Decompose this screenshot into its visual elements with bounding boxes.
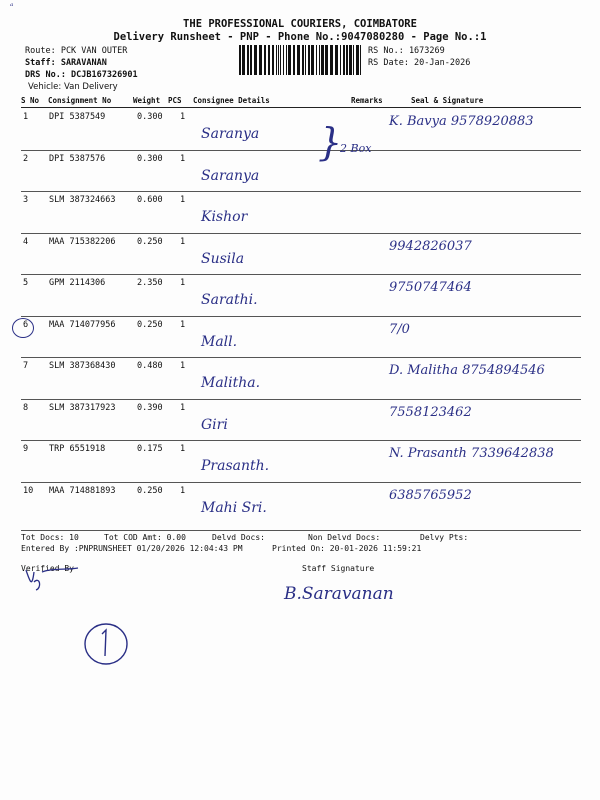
barcode-bar [349,45,352,75]
sno-cell: 1 [23,112,29,122]
row-divider [21,357,581,358]
tot-docs: Tot Docs: 10 [21,533,79,542]
handwritten-circle [82,620,132,670]
staff-signature-label: Staff Signature [302,564,375,573]
consignee-signature: Prasanth. [201,458,270,474]
seal-signature: 9750747464 [389,280,472,295]
weight-cell: 0.300 [137,112,163,122]
barcode-bar [335,45,338,75]
barcode-bar [302,45,304,75]
footer-divider [21,530,581,531]
barcode-bar [278,45,279,75]
staff-signature: B.Saravanan [284,584,394,604]
barcode-bar [286,45,287,75]
sno-cell: 10 [23,485,34,496]
barcode-bar [360,45,361,75]
delvy-pts: Delvy Pts: [420,533,469,542]
consignment-cell: DPI 5387549 [49,112,106,122]
seal-signature: 7558123462 [389,404,472,420]
sno-cell: 8 [23,402,29,413]
row-divider [21,191,581,192]
pcs-cell: 1 [180,112,186,122]
weight-cell: 0.250 [137,485,163,496]
table-row [21,274,581,316]
seal-signature: K. Bavya 9578920883 [389,114,534,129]
barcode-bar [259,45,262,75]
sno-cell: 7 [23,361,29,371]
barcode-bar [305,45,306,75]
barcode-bar [254,45,257,75]
weight-cell: 0.480 [137,361,163,371]
delvd-docs: Delvd Docs: [212,533,265,542]
consignment-cell: DPI 5387576 [49,153,106,164]
col-cons: Consignment No [48,96,112,105]
barcode-bar [247,45,249,75]
barcode-bar [319,45,320,75]
col-remarks: Remarks [351,96,383,105]
page-title: THE PROFESSIONAL COURIERS, COIMBATORE [183,18,417,30]
pcs-cell: 1 [180,485,186,496]
seal-signature: N. Prasanth 7339642838 [389,446,554,461]
barcode-bar [293,45,295,75]
consignment-cell: SLM 387324663 [49,195,116,205]
verified-by-label: Verified By [21,564,74,573]
corner-mark: ᵃ [10,2,14,12]
consignment-cell: MAA 714077956 [49,319,116,330]
seal-signature: 6385765952 [389,487,472,503]
table-header [21,96,581,106]
pcs-cell: 1 [180,278,186,288]
sno-cell: 4 [23,236,29,247]
weight-cell: 0.300 [137,153,163,164]
consignee-signature: Mahi Sri. [201,499,267,516]
table-row [21,357,581,399]
weight-cell: 0.390 [137,402,163,413]
pcs-cell: 1 [180,153,186,164]
barcode-bar [308,45,310,75]
weight-cell: 0.600 [137,195,163,205]
row-divider [21,482,581,483]
weight-cell: 2.350 [137,278,163,288]
entered-by: Entered By :PNPRUNSHEET 01/20/2026 12:04:43 PM [21,544,243,553]
sno-cell: 6 [23,319,29,330]
sno-cell: 5 [23,278,29,288]
staff-label: Staff: SARAVANAN [25,58,107,68]
table-row [21,440,581,482]
sno-circle [12,318,34,338]
verified-signature [22,566,82,596]
weight-cell: 0.250 [137,236,163,247]
consignee-signature: Susila [201,250,245,267]
col-sno: S No [21,96,40,105]
seal-signature: 7/0 [389,321,410,337]
barcode-bar [297,45,300,75]
page-subtitle: Delivery Runsheet - PNP - Phone No.:9047080280 - Page No.:1 [113,31,487,43]
seal-signature: 9942826037 [389,238,472,254]
barcode-bar [264,45,266,75]
pcs-cell: 1 [180,444,186,454]
drs-no: DRS No.: DCJB167326901 [25,70,138,80]
non-delvd-docs: Non Delvd Docs: [308,533,381,542]
pcs-cell: 1 [180,402,186,413]
barcode-bar [356,45,359,75]
row-divider [21,150,581,151]
consignee-signature: Saranya [201,126,260,142]
remark-bracket: } [318,120,343,164]
barcode-bar [353,45,354,75]
consignee-signature: Malitha. [201,375,261,391]
tot-cod: Tot COD Amt: 0.00 [104,533,186,542]
barcode-bar [239,45,241,75]
col-pcs: PCS [168,96,182,105]
row-divider [21,274,581,275]
route-label: Route: PCK VAN OUTER [25,46,128,56]
consignee-signature: Saranya [201,167,260,184]
printed-on: Printed On: 20-01-2026 11:59:21 [272,544,422,553]
consignee-signature: Kishor [201,209,248,225]
table-row [21,150,581,192]
col-weight: Weight [133,96,161,105]
barcode-bar [272,45,274,75]
col-consignee: Consignee Details [193,96,270,105]
pcs-cell: 1 [180,319,186,330]
barcode-image [239,45,362,75]
barcode-bar [343,45,345,75]
table-row [21,233,581,275]
barcode-bar [346,45,348,75]
seal-signature: D. Malitha 8754894546 [389,363,545,378]
consignment-cell: MAA 714881893 [49,485,116,496]
consignment-cell: GPM 2114306 [49,278,106,288]
table-row [21,191,581,233]
row-divider [21,399,581,400]
barcode-bar [316,45,317,75]
weight-cell: 0.175 [137,444,163,454]
rs-date: RS Date: 20-Jan-2026 [368,58,471,68]
consignment-cell: SLM 387368430 [49,361,116,371]
row-divider [21,233,581,234]
barcode-bar [325,45,328,75]
pcs-cell: 1 [180,195,186,205]
barcode-bar [330,45,333,75]
barcode-bar [340,45,341,75]
barcode-bar [311,45,314,75]
sno-cell: 9 [23,444,29,454]
consignment-cell: MAA 715382206 [49,236,116,247]
vehicle-label: Vehicle: Van Delivery [28,82,118,92]
barcode-bar [283,45,284,75]
barcode-bar [242,45,245,75]
consignment-cell: TRP 6551918 [49,444,106,454]
weight-cell: 0.250 [137,319,163,330]
consignee-signature: Giri [201,416,228,433]
table-row [21,108,581,150]
sno-cell: 2 [23,153,29,164]
consignment-cell: SLM 387317923 [49,402,116,413]
consignee-signature: Mall. [201,333,238,350]
remark-text: 2 Box [340,142,372,155]
rs-no: RS No.: 1673269 [368,46,445,56]
consignee-signature: Sarathi. [201,292,258,308]
table-row [21,316,581,358]
row-divider [21,316,581,317]
barcode-bar [276,45,277,75]
pcs-cell: 1 [180,361,186,371]
barcode-bar [280,45,281,75]
barcode-bar [250,45,252,75]
col-seal: Seal & Signature [411,96,484,105]
sno-cell: 3 [23,195,29,205]
barcode-bar [268,45,270,75]
barcode-bar [321,45,324,75]
row-divider [21,440,581,441]
table-row [21,482,581,524]
table-row [21,399,581,441]
pcs-cell: 1 [180,236,186,247]
barcode-bar [288,45,291,75]
